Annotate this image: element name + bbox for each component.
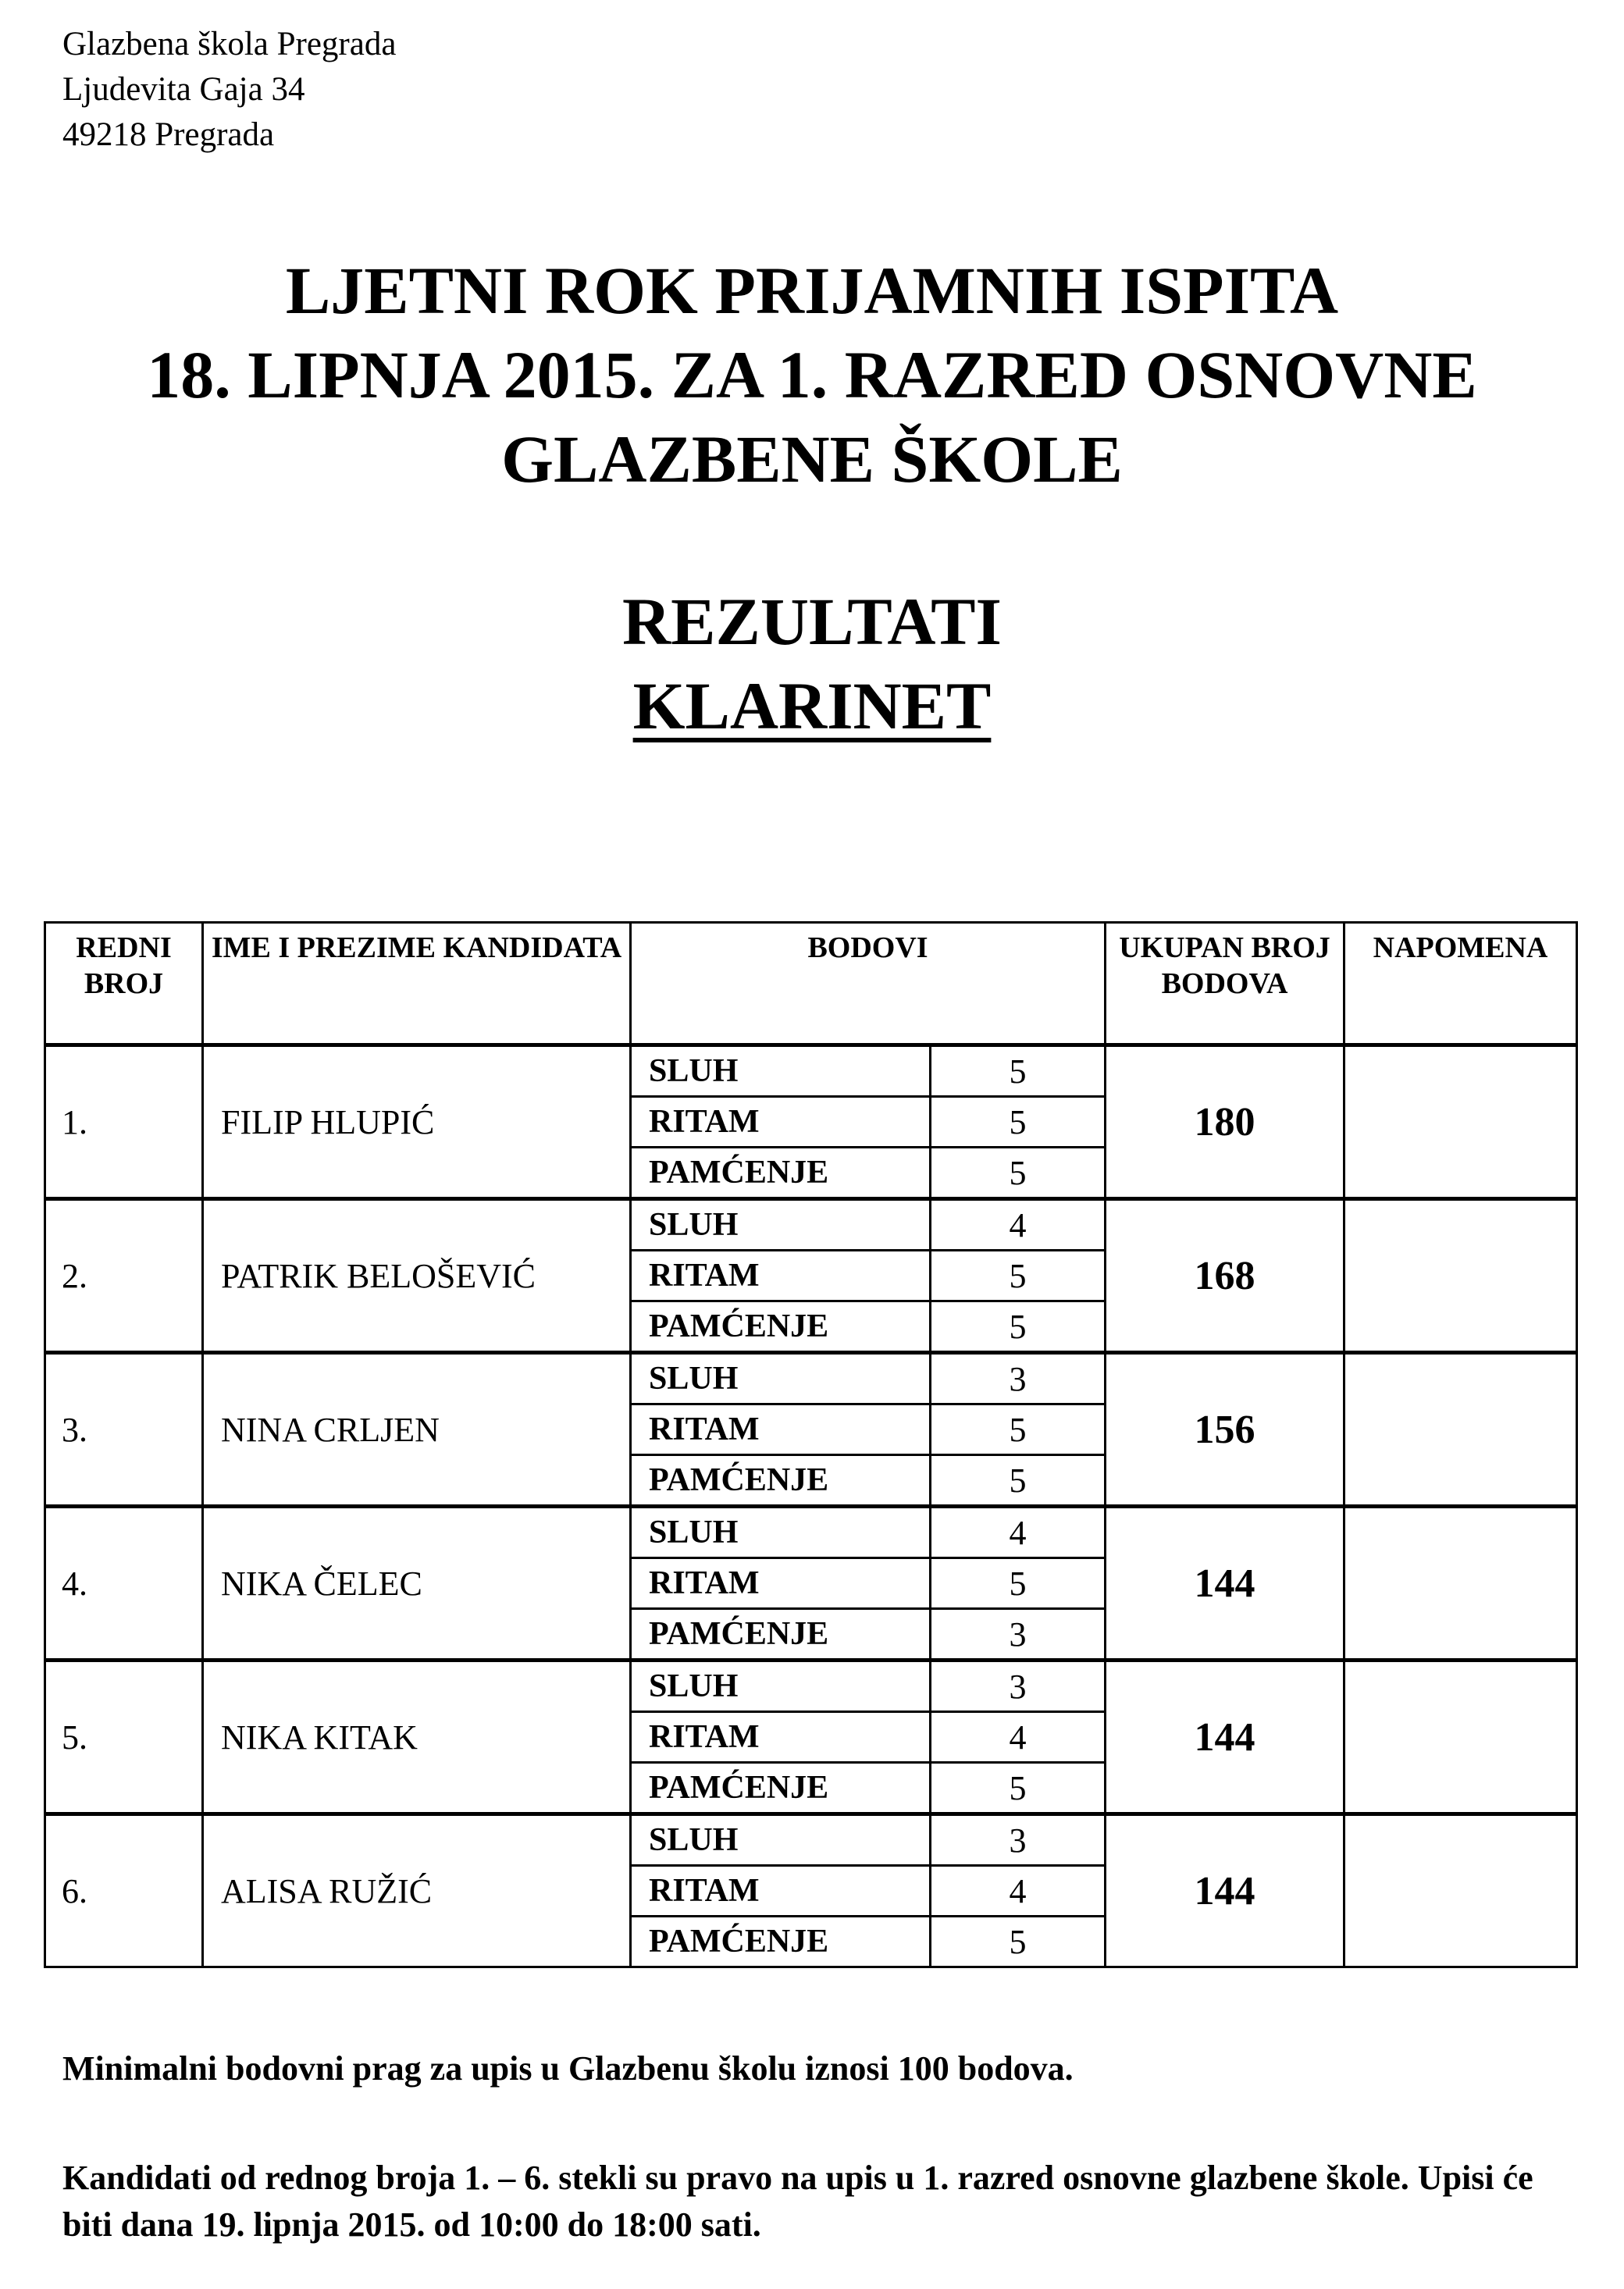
criterion-label: RITAM	[631, 1866, 931, 1917]
criterion-score: 3	[931, 1609, 1106, 1661]
candidate-name: ALISA RUŽIĆ	[203, 1814, 631, 1967]
criterion-label: RITAM	[631, 1404, 931, 1455]
enrollment-note: Kandidati od rednog broja 1. – 6. stekli su pravo na upis u 1. razred osnovne glazbene škole. Upisi će biti dana 19. lipnja 2015. od 10:00 do 18:00 sati.	[62, 2159, 1533, 2244]
criterion-label: SLUH	[631, 1353, 931, 1404]
criterion-score: 4	[931, 1199, 1106, 1251]
header-points: BODOVI	[631, 923, 1106, 1045]
remark-cell	[1344, 1199, 1577, 1353]
criterion-label: SLUH	[631, 1045, 931, 1097]
table-row	[45, 1353, 1577, 1404]
total-points: 180	[1106, 1045, 1344, 1199]
candidate-name: NIKA ČELEC	[203, 1507, 631, 1661]
candidate-number: 5.	[45, 1661, 203, 1814]
criterion-score: 5	[931, 1301, 1106, 1353]
criterion-label: PAMĆENJE	[631, 1301, 931, 1353]
criterion-label: RITAM	[631, 1558, 931, 1609]
criterion-label: PAMĆENJE	[631, 1455, 931, 1507]
address-line-street: Ljudevita Gaja 34	[62, 71, 305, 108]
remark-cell	[1344, 1814, 1577, 1967]
document-title	[0, 248, 1624, 501]
total-points: 144	[1106, 1661, 1344, 1814]
threshold-note: Minimalni bodovni prag za upis u Glazbenu školu iznosi 100 bodova.	[62, 2049, 1074, 2088]
remark-cell	[1344, 1661, 1577, 1814]
remark-cell	[1344, 1045, 1577, 1199]
criterion-score: 4	[931, 1712, 1106, 1763]
total-points: 156	[1106, 1353, 1344, 1507]
criterion-label: RITAM	[631, 1097, 931, 1148]
criterion-score: 5	[931, 1455, 1106, 1507]
table-row	[45, 1507, 1577, 1558]
criterion-score: 5	[931, 1558, 1106, 1609]
criterion-score: 5	[931, 1251, 1106, 1301]
criterion-score: 3	[931, 1661, 1106, 1712]
total-points: 144	[1106, 1507, 1344, 1661]
criterion-score: 5	[931, 1917, 1106, 1967]
candidate-group	[45, 1199, 1577, 1353]
header-number: REDNI BROJ	[45, 923, 203, 1045]
candidate-group	[45, 1814, 1577, 1967]
candidate-number: 4.	[45, 1507, 203, 1661]
results-label: REZULTATI	[622, 584, 1002, 659]
title-line-2: 18. LIPNJA 2015. ZA 1. RAZRED OSNOVNE	[147, 337, 1477, 412]
remark-cell	[1344, 1507, 1577, 1661]
criterion-label: RITAM	[631, 1712, 931, 1763]
criterion-score: 5	[931, 1404, 1106, 1455]
header-remark: NAPOMENA	[1344, 923, 1577, 1045]
table-header-row	[45, 923, 1577, 1045]
criterion-score: 5	[931, 1045, 1106, 1097]
candidate-name: FILIP HLUPIĆ	[203, 1045, 631, 1199]
table-row	[45, 1045, 1577, 1097]
table-row	[45, 1814, 1577, 1866]
candidate-group	[45, 1353, 1577, 1507]
title-line-3: GLAZBENE ŠKOLE	[501, 422, 1123, 497]
candidate-name: NINA CRLJEN	[203, 1353, 631, 1507]
candidate-number: 3.	[45, 1353, 203, 1507]
results-table	[44, 921, 1578, 1968]
table-row	[45, 1199, 1577, 1251]
criterion-score: 4	[931, 1507, 1106, 1558]
candidate-name: NIKA KITAK	[203, 1661, 631, 1814]
candidate-group	[45, 1661, 1577, 1814]
criterion-label: RITAM	[631, 1251, 931, 1301]
candidate-group	[45, 1045, 1577, 1199]
criterion-score: 5	[931, 1763, 1106, 1814]
criterion-label: SLUH	[631, 1199, 931, 1251]
remark-cell	[1344, 1353, 1577, 1507]
table-row	[45, 1661, 1577, 1712]
criterion-label: SLUH	[631, 1814, 931, 1866]
total-points: 168	[1106, 1199, 1344, 1353]
criterion-score: 3	[931, 1814, 1106, 1866]
candidate-number: 6.	[45, 1814, 203, 1967]
candidate-number: 1.	[45, 1045, 203, 1199]
title-line-1: LJETNI ROK PRIJAMNIH ISPITA	[285, 253, 1339, 328]
criterion-label: SLUH	[631, 1661, 931, 1712]
criterion-score: 4	[931, 1866, 1106, 1917]
address-line-city: 49218 Pregrada	[62, 116, 275, 153]
header-name: IME I PREZIME KANDIDATA	[203, 923, 631, 1045]
criterion-label: PAMĆENJE	[631, 1148, 931, 1199]
address-line-school: Glazbena škola Pregrada	[62, 26, 397, 62]
criterion-score: 5	[931, 1097, 1106, 1148]
criterion-label: PAMĆENJE	[631, 1917, 931, 1967]
total-points: 144	[1106, 1814, 1344, 1967]
results-heading	[0, 579, 1624, 748]
header-total: UKUPAN BROJ BODOVA	[1106, 923, 1344, 1045]
instrument-label: KLARINET	[632, 668, 992, 743]
criterion-label: PAMĆENJE	[631, 1609, 931, 1661]
criterion-label: PAMĆENJE	[631, 1763, 931, 1814]
candidate-group	[45, 1507, 1577, 1661]
criterion-score: 5	[931, 1148, 1106, 1199]
criterion-score: 3	[931, 1353, 1106, 1404]
candidate-number: 2.	[45, 1199, 203, 1353]
criterion-label: SLUH	[631, 1507, 931, 1558]
candidate-name: PATRIK BELOŠEVIĆ	[203, 1199, 631, 1353]
school-address	[62, 22, 396, 158]
